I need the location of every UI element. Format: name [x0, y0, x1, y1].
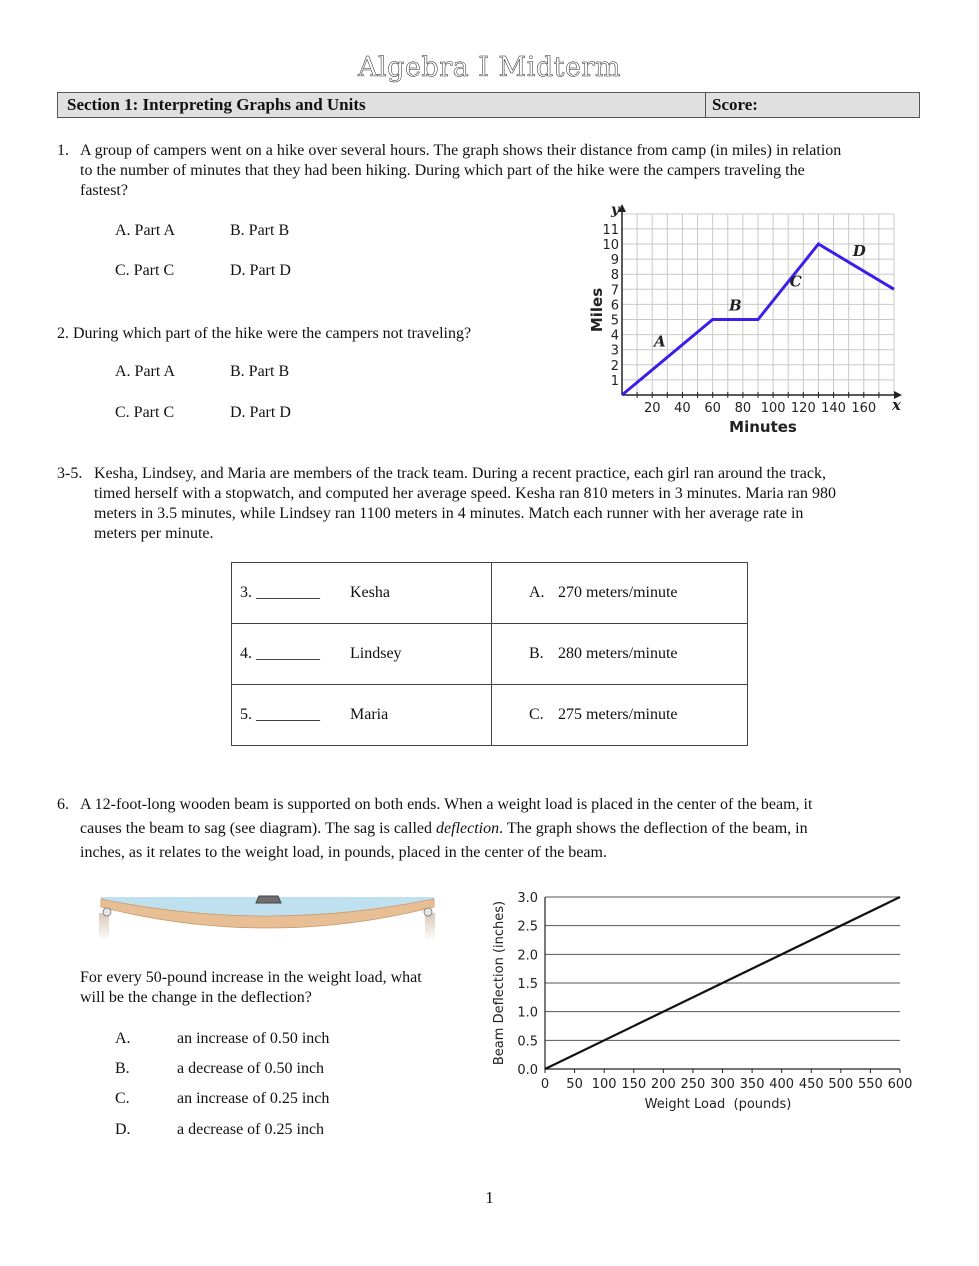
q1-choice-c[interactable]: C. Part C: [115, 262, 175, 279]
q6-choice-b-letter[interactable]: B.: [115, 1060, 130, 1077]
title-text: Algebra I Midterm: [358, 52, 621, 83]
y-tick-label: 2.0: [517, 948, 538, 964]
prompt-text: For every 50-pound increase in the weight load, what: [80, 969, 422, 986]
question-text: meters in 3.5 minutes, while Lindsey ran 1100 meters in 4 minutes. Match each runner with her average rate in: [94, 505, 804, 522]
question-2: 2. During which part of the hike were the campers not traveling?: [57, 325, 472, 342]
x-tick-label: 20: [643, 401, 661, 416]
emphasized-term: deflection: [436, 820, 500, 837]
x-tick-label: 120: [790, 401, 816, 416]
x-tick-label: 60: [704, 401, 721, 416]
q1-choice-b[interactable]: B. Part B: [230, 222, 290, 239]
question-6: [57, 793, 927, 865]
question-text: inches, as it relates to the weight load, in pounds, placed in the center of the beam.: [80, 844, 607, 861]
question-text: A group of campers went on a hike over several hours. The graph shows their distance from camp (in miles) in relation: [80, 142, 842, 159]
x-tick-label: 0: [540, 1077, 550, 1092]
q1-choice-a[interactable]: A. Part A: [115, 222, 175, 239]
weight-block-icon: [256, 896, 281, 903]
question-number: 3-5.: [57, 465, 83, 482]
section-header: [57, 92, 920, 118]
question-text: causes the beam to sag (see diagram). The sag is called: [80, 820, 437, 837]
question-text: Kesha, Lindsey, and Maria are members of the track team. During a recent practice, each girl ran around the track,: [94, 465, 826, 482]
q2-choice-b[interactable]: B. Part B: [230, 363, 290, 380]
q6-choice-d-letter[interactable]: D.: [115, 1121, 131, 1138]
question-3-5: [57, 464, 927, 544]
y-axis-letter: y: [611, 202, 620, 218]
q6-choice-c-text[interactable]: an increase of 0.25 inch: [177, 1090, 330, 1107]
y-tick-label: 0.5: [517, 1034, 538, 1050]
y-tick-label: 9: [610, 253, 619, 269]
x-tick-label: 600: [887, 1077, 913, 1092]
answer-blank[interactable]: 5. ________: [240, 706, 320, 723]
rate-letter: B.: [529, 645, 544, 662]
rate-value: 280 meters/minute: [558, 645, 678, 662]
y-tick-label: 1.5: [517, 977, 538, 992]
rate-value: 270 meters/minute: [558, 584, 678, 601]
y-tick-label: 2.5: [517, 919, 538, 935]
runner-name: Kesha: [350, 584, 390, 601]
question-6-prompt: [80, 968, 470, 1008]
y-tick-label: 4: [610, 328, 619, 344]
x-tick-label: 150: [621, 1077, 647, 1092]
y-tick-label: 0.0: [517, 1063, 538, 1078]
q2-choice-a[interactable]: A. Part A: [115, 363, 175, 380]
q2-choice-d[interactable]: D. Part D: [230, 404, 291, 421]
runner-cell[interactable]: [232, 685, 492, 746]
x-tick-label: 550: [858, 1077, 883, 1092]
left-support-post: [99, 913, 109, 941]
question-text: to the number of minutes that they had been hiking. During which part of the hike were the campers traveling the: [80, 162, 805, 179]
x-tick-label: 40: [674, 401, 691, 416]
rate-cell: [492, 624, 748, 685]
q6-choice-b-text[interactable]: a decrease of 0.50 inch: [177, 1060, 325, 1077]
x-tick-label: 350: [739, 1077, 765, 1092]
question-text: . The graph shows the deflection of the beam, in: [499, 820, 808, 837]
page-number: 1: [485, 1188, 494, 1207]
answer-blank[interactable]: 3. ________: [240, 584, 320, 601]
q6-choice-a-text[interactable]: an increase of 0.50 inch: [177, 1030, 330, 1047]
rate-cell: [492, 685, 748, 746]
y-tick-label: 5: [610, 313, 619, 329]
question-text: fastest?: [80, 182, 128, 199]
x-tick-label: 160: [851, 401, 877, 416]
x-tick-label: 80: [734, 401, 752, 416]
runner-cell[interactable]: [232, 563, 492, 624]
q6-choice-d-text[interactable]: a decrease of 0.25 inch: [177, 1121, 325, 1138]
y-tick-label: 7: [610, 283, 619, 299]
rate-letter: A.: [529, 584, 545, 601]
y-tick-label: 1.0: [517, 1005, 538, 1021]
x-tick-label: 250: [680, 1077, 706, 1092]
x-tick-label: 100: [591, 1077, 617, 1092]
table-row: [232, 685, 748, 746]
question-1: [57, 141, 927, 201]
right-pin-icon: [424, 908, 432, 916]
x-tick-label: 300: [710, 1077, 735, 1092]
hike-distance-chart: [580, 195, 910, 445]
q6-choice-a-letter[interactable]: A.: [115, 1030, 131, 1047]
answer-blank[interactable]: 4. ________: [240, 645, 320, 662]
y-tick-label: 6: [610, 298, 619, 314]
question-text: A 12-foot-long wooden beam is supported on both ends. When a weight load is placed in the center of the beam, it: [80, 796, 813, 813]
segment-label: A: [653, 332, 666, 351]
score-label: Score:: [712, 95, 758, 114]
y-axis-arrow-icon: [618, 204, 626, 212]
beam-diagram: [95, 885, 440, 945]
y-tick-label: 3: [610, 343, 619, 359]
y-tick-label: 8: [610, 268, 619, 284]
page-title: [0, 52, 979, 83]
right-support-post: [425, 913, 435, 941]
x-tick-label: 400: [769, 1077, 795, 1092]
x-axis-letter: x: [892, 396, 901, 414]
x-axis-label: Minutes: [729, 418, 797, 436]
x-tick-label: 500: [828, 1077, 854, 1092]
segment-label: B: [728, 296, 742, 315]
y-tick-label: 2: [610, 358, 619, 374]
matching-table: [231, 562, 748, 746]
beam-deflection-chart: [485, 880, 925, 1120]
x-tick-label: 450: [798, 1077, 824, 1092]
runner-cell[interactable]: [232, 624, 492, 685]
question-text: timed herself with a stopwatch, and computed her average speed. Kesha ran 810 meters in 3 minutes. Maria ran 980: [94, 485, 836, 502]
q2-choice-c[interactable]: C. Part C: [115, 404, 175, 421]
q1-choice-d[interactable]: D. Part D: [230, 262, 291, 279]
y-tick-label: 10: [602, 238, 619, 253]
y-tick-label: 1: [610, 373, 619, 389]
rate-value: 275 meters/minute: [558, 706, 678, 723]
y-tick-label: 3.0: [517, 891, 538, 906]
question-number: 1.: [57, 142, 69, 159]
x-axis-label: Weight Load (pounds): [644, 1097, 792, 1112]
y-axis-label: Beam Deflection (inches): [492, 900, 507, 1066]
x-tick-label: 50: [566, 1077, 583, 1092]
question-text: meters per minute.: [94, 525, 214, 542]
x-tick-label: 140: [821, 401, 846, 416]
chart-tick-labels: [517, 891, 912, 1092]
prompt-text: will be the change in the deflection?: [80, 989, 312, 1006]
section-title: Section 1: Interpreting Graphs and Units: [58, 93, 706, 117]
chart-grid: [545, 897, 900, 1040]
segment-label: C: [789, 272, 802, 291]
chart-axes: [618, 204, 902, 399]
table-row: [232, 624, 748, 685]
rate-cell: [492, 563, 748, 624]
x-tick-label: 200: [650, 1077, 676, 1092]
runner-name: Maria: [350, 706, 389, 723]
y-tick-label: 11: [602, 222, 619, 238]
runner-name: Lindsey: [350, 645, 402, 662]
table-row: [232, 563, 748, 624]
question-number: 6.: [57, 796, 69, 813]
q6-choice-c-letter[interactable]: C.: [115, 1090, 130, 1107]
segment-label: D: [852, 242, 866, 261]
y-axis-label: Miles: [588, 287, 606, 333]
x-tick-label: 100: [760, 401, 786, 416]
left-pin-icon: [103, 908, 111, 916]
rate-letter: C.: [529, 706, 544, 723]
